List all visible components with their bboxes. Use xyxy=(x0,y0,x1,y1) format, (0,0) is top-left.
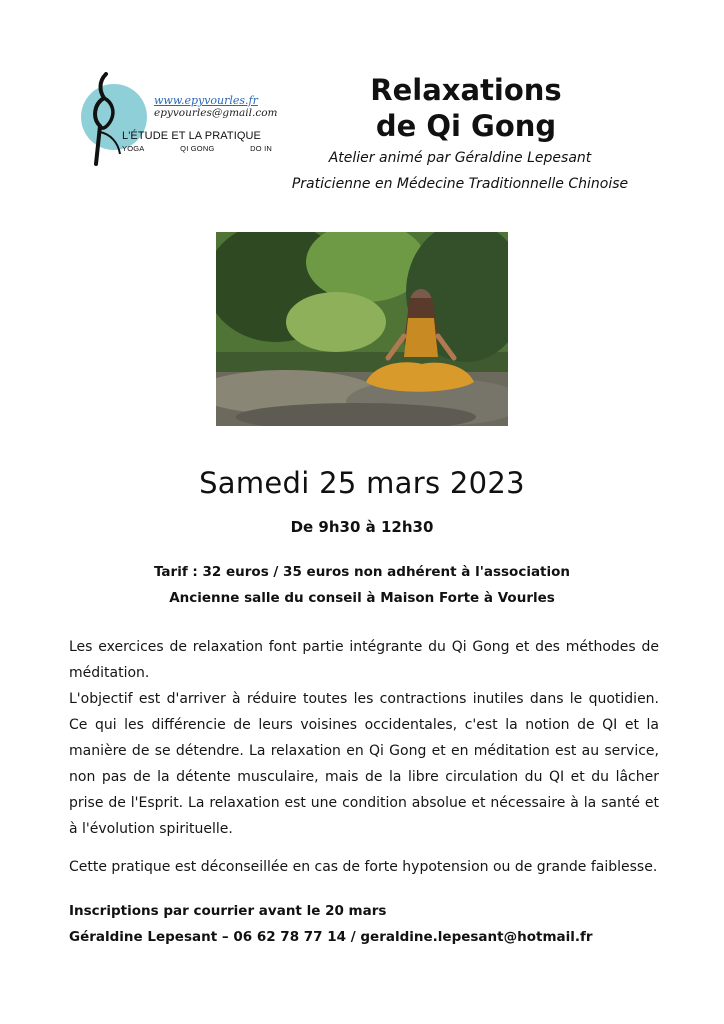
description-warning: Cette pratique est déconseillée en cas de forte hypotension ou de grande faiblesse. xyxy=(69,859,658,875)
event-hours: De 9h30 à 12h30 xyxy=(290,518,434,536)
event-place: Ancienne salle du conseil à Maison Forte à Vourles xyxy=(169,590,555,606)
title-line-1: Relaxations xyxy=(370,73,562,107)
page-title xyxy=(290,72,642,144)
inscriptions-deadline: Inscriptions par courrier avant le 20 mars xyxy=(69,903,387,919)
event-tarif: Tarif : 32 euros / 35 euros non adhérent à l'association xyxy=(153,564,571,580)
discipline-doin: DO IN xyxy=(250,144,272,153)
logo-name: L'ÉTUDE ET LA PRATIQUE xyxy=(122,130,261,142)
description xyxy=(69,634,659,880)
logo-email: epyvourles@gmail.com xyxy=(154,107,278,119)
description-paragraph-2: L'objectif est d'arriver à réduire toutes les contractions inutiles dans le quotidien. Ce qui les différencie de leurs voisines occidentales, c'est la notion de QI et la manière de se détendre. La relaxation en Qi Gong et en méditation est au service, non pas de la détente musculaire, mais de la libre circulation du QI et du lâcher prise de l'Esprit. La relaxation est une condition absolue et nécessaire à la santé et à l'évolution spirituelle. xyxy=(69,691,659,837)
subtitle-animator: Atelier animé par Géraldine Lepesant xyxy=(328,150,592,166)
subtitle-profession: Praticienne en Médecine Traditionnelle Chinoise xyxy=(291,176,629,192)
description-paragraph-1: Les exercices de relaxation font partie intégrante du Qi Gong et des méthodes de méditation. xyxy=(69,639,659,681)
logo-website-link[interactable]: www.epyvourles.fr xyxy=(154,94,258,107)
title-line-2: de Qi Gong xyxy=(375,109,557,143)
discipline-qigong: QI GONG xyxy=(180,144,215,153)
discipline-yoga: YOGA xyxy=(122,144,145,153)
event-date: Samedi 25 mars 2023 xyxy=(199,466,525,500)
meditation-photo xyxy=(216,232,508,426)
inscriptions-contact: Géraldine Lepesant – 06 62 78 77 14 / geraldine.lepesant@hotmail.fr xyxy=(69,929,593,945)
